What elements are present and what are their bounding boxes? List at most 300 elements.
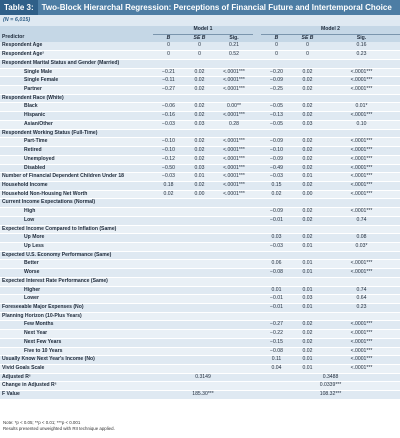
- m1-sig-cell: <.0001***: [215, 147, 253, 156]
- m1-sig-cell: <.0001***: [215, 164, 253, 173]
- spacer-cell: [253, 112, 261, 121]
- table-row: [0, 59, 400, 68]
- m1-b-cell: −0.50: [153, 164, 184, 173]
- spacer-cell: [253, 77, 261, 86]
- m1-summary-value: [153, 382, 253, 391]
- predictor-cell: Asian/Other: [0, 120, 153, 129]
- table-row: [0, 86, 400, 95]
- m2-sig-cell: <.0001***: [323, 112, 400, 121]
- table-row: [0, 251, 400, 260]
- m1-se-cell: [184, 312, 215, 321]
- spacer-cell: [253, 304, 261, 313]
- table-row: [0, 208, 400, 217]
- m2-se-cell: 0.02: [292, 181, 323, 190]
- m1-sig-cell: 0.21: [215, 42, 253, 50]
- model2-header: Model 2: [261, 26, 400, 34]
- m2-sig-cell: <.0001***: [323, 181, 400, 190]
- summary-row: [0, 391, 400, 400]
- m1-sig-cell: [215, 365, 253, 374]
- m1-b-cell: [153, 208, 184, 217]
- table-row: [0, 199, 400, 208]
- m2-b-cell: 0.04: [261, 365, 292, 374]
- predictor-cell: Expected Income Compared to Inflation (Same): [0, 225, 153, 234]
- regression-table: [0, 26, 400, 400]
- m2-sig-cell: [323, 312, 400, 321]
- m1-b-cell: −0.11: [153, 77, 184, 86]
- m1-se-cell: 0.02: [184, 86, 215, 95]
- m2-sig-cell: 0.23: [323, 304, 400, 313]
- m1-se-cell: 0.02: [184, 181, 215, 190]
- m1-b-cell: −0.12: [153, 155, 184, 164]
- m2-b-cell: −0.09: [261, 77, 292, 86]
- m2-sig-header: Sig.: [323, 34, 400, 42]
- m2-sig-cell: <.0001***: [323, 164, 400, 173]
- spacer-cell: [253, 269, 261, 278]
- m2-b-cell: 0.15: [261, 181, 292, 190]
- m1-b-cell: 0: [153, 42, 184, 50]
- m2-b-cell: 0.01: [261, 286, 292, 295]
- m1-b-cell: −0.03: [153, 173, 184, 182]
- m1-summary-value: 185.30***: [153, 391, 253, 400]
- m2-se-cell: 0.02: [292, 338, 323, 347]
- table-row: [0, 295, 400, 304]
- predictor-cell: Current Income Expectations (Normal): [0, 199, 153, 208]
- predictor-cell: Planning Horizon (10-Plus Years): [0, 312, 153, 321]
- predictor-cell: Black: [0, 103, 153, 112]
- m1-se-cell: 0.02: [184, 112, 215, 121]
- table-row: [0, 129, 400, 138]
- predictor-cell: Retired: [0, 147, 153, 156]
- m2-b-cell: [261, 225, 292, 234]
- m1-se-cell: [184, 286, 215, 295]
- m2-b-cell: [261, 129, 292, 138]
- m1-b-cell: 0.02: [153, 190, 184, 199]
- m2-b-cell: −0.20: [261, 68, 292, 77]
- m1-b-cell: −0.03: [153, 120, 184, 129]
- spacer-cell: [253, 356, 261, 365]
- m1-se-cell: 0.03: [184, 164, 215, 173]
- predictor-cell: Expected U.S. Economy Performance (Same): [0, 251, 153, 260]
- table-row: [0, 260, 400, 269]
- summary-label: Adjusted R²: [0, 373, 153, 382]
- m2-b-cell: [261, 277, 292, 286]
- m1-b-cell: [153, 59, 184, 68]
- spacer-cell: [253, 138, 261, 147]
- table-body: [0, 42, 400, 399]
- m1-b-cell: [153, 234, 184, 243]
- m2-se-cell: [292, 129, 323, 138]
- m2-se-cell: 0.02: [292, 347, 323, 356]
- m2-se-cell: 0.02: [292, 155, 323, 164]
- predictor-cell: Respondent Working Status (Full-Time): [0, 129, 153, 138]
- m1-b-cell: 0.18: [153, 181, 184, 190]
- spacer-cell: [253, 373, 261, 382]
- predictor-cell: Hispanic: [0, 112, 153, 121]
- m1-b-cell: [153, 304, 184, 313]
- predictor-cell: Lower: [0, 295, 153, 304]
- spacer-cell: [253, 391, 261, 400]
- spacer-cell: [253, 42, 261, 50]
- m2-sig-cell: <.0001***: [323, 138, 400, 147]
- m2-sig-cell: <.0001***: [323, 330, 400, 339]
- m2-se-cell: 0.02: [292, 234, 323, 243]
- predictor-cell: Part-Time: [0, 138, 153, 147]
- predictor-header: Predictor: [0, 34, 153, 42]
- m1-sig-cell: <.0001***: [215, 77, 253, 86]
- m1-se-cell: [184, 59, 215, 68]
- m2-b-cell: −0.08: [261, 347, 292, 356]
- m1-se-cell: [184, 225, 215, 234]
- table-row: [0, 338, 400, 347]
- m2-b-cell: 0.02: [261, 190, 292, 199]
- summary-label: Change in Adjusted R²: [0, 382, 153, 391]
- table-row: [0, 112, 400, 121]
- m2-se-cell: 0.02: [292, 208, 323, 217]
- table-row: [0, 365, 400, 374]
- table-row: [0, 312, 400, 321]
- m2-b-cell: −0.09: [261, 208, 292, 217]
- m1-se-cell: 0.00: [184, 190, 215, 199]
- m1-sig-cell: <.0001***: [215, 86, 253, 95]
- predictor-cell: Usually Know Next Year's Income (No): [0, 356, 153, 365]
- m1-b-cell: −0.10: [153, 147, 184, 156]
- predictor-cell: Respondent Age: [0, 42, 153, 50]
- m1-sig-cell: [215, 216, 253, 225]
- significance-note: Note: *p < 0.05; **p < 0.01; ***p < 0.001: [3, 420, 81, 425]
- predictor-cell: Vivid Goals Scale: [0, 365, 153, 374]
- table-title: Two-Block Hierarchal Regression: Perceptions of Financial Future and Intertemporal Choice: [41, 3, 392, 12]
- m1-b-cell: [153, 347, 184, 356]
- m1-se-cell: 0.02: [184, 77, 215, 86]
- m1-b-cell: [153, 356, 184, 365]
- m1-sig-cell: <.0001***: [215, 173, 253, 182]
- m2-b-cell: 0.03: [261, 234, 292, 243]
- predictor-cell: Household Income: [0, 181, 153, 190]
- m1-se-cell: 0.02: [184, 68, 215, 77]
- m1-se-cell: 0: [184, 51, 215, 60]
- table-row: [0, 77, 400, 86]
- spacer-cell: [253, 181, 261, 190]
- m2-sig-cell: [323, 277, 400, 286]
- summary-row: [0, 382, 400, 391]
- table-row: [0, 68, 400, 77]
- m1-sig-cell: <.0001***: [215, 190, 253, 199]
- m2-se-cell: [292, 251, 323, 260]
- m2-b-cell: −0.25: [261, 86, 292, 95]
- m2-sig-cell: <.0001***: [323, 260, 400, 269]
- m1-se-cell: [184, 330, 215, 339]
- m2-b-cell: −0.01: [261, 304, 292, 313]
- m2-sig-cell: 0.10: [323, 120, 400, 129]
- m2-b-cell: −0.01: [261, 295, 292, 304]
- m1-b-cell: [153, 286, 184, 295]
- m2-se-cell: 0.01: [292, 269, 323, 278]
- m2-se-cell: 0.01: [292, 365, 323, 374]
- predictor-cell: Single Female: [0, 77, 153, 86]
- spacer-cell: [253, 129, 261, 138]
- m2-b-cell: −0.10: [261, 147, 292, 156]
- m2-sig-cell: [323, 129, 400, 138]
- m1-sig-cell: 0.00**: [215, 103, 253, 112]
- m2-sig-cell: 0.01*: [323, 103, 400, 112]
- m2-sig-cell: 0.16: [323, 42, 400, 50]
- m2-b-cell: −0.03: [261, 173, 292, 182]
- m2-sig-cell: 0.74: [323, 216, 400, 225]
- m2-se-cell: [292, 277, 323, 286]
- m2-se-cell: 0.02: [292, 86, 323, 95]
- m1-b-cell: −0.21: [153, 68, 184, 77]
- m1-sig-cell: [215, 251, 253, 260]
- m1-se-cell: [184, 199, 215, 208]
- m2-b-cell: 0.11: [261, 356, 292, 365]
- m1-se-cell: 0.02: [184, 103, 215, 112]
- predictor-cell: Next Few Years: [0, 338, 153, 347]
- summary-label: F Value: [0, 391, 153, 400]
- m2-se-cell: 0.02: [292, 77, 323, 86]
- m1-b-cell: [153, 129, 184, 138]
- table-row: [0, 94, 400, 103]
- m1-b-cell: −0.06: [153, 103, 184, 112]
- predictor-cell: Single Male: [0, 68, 153, 77]
- spacer-cell: [253, 68, 261, 77]
- spacer-cell: [253, 190, 261, 199]
- m1-sig-cell: [215, 225, 253, 234]
- m2-sig-cell: <.0001***: [323, 338, 400, 347]
- predictor-cell: Partner: [0, 86, 153, 95]
- m2-sig-cell: [323, 225, 400, 234]
- spacer-cell: [253, 103, 261, 112]
- table-row: [0, 347, 400, 356]
- predictor-cell: Up Less: [0, 242, 153, 251]
- m2-summary-value: 108.32***: [261, 391, 400, 400]
- m1-se-cell: [184, 277, 215, 286]
- predictor-cell: Higher: [0, 286, 153, 295]
- predictor-cell: Worse: [0, 269, 153, 278]
- sample-size: (N = 6,015): [0, 15, 400, 26]
- m2-b-cell: −0.13: [261, 112, 292, 121]
- m1-se-cell: [184, 208, 215, 217]
- m1-b-cell: [153, 277, 184, 286]
- m2-sig-cell: <.0001***: [323, 190, 400, 199]
- spacer-cell: [253, 86, 261, 95]
- m2-sig-cell: <.0001***: [323, 365, 400, 374]
- m2-sig-cell: <.0001***: [323, 269, 400, 278]
- m1-b-cell: [153, 330, 184, 339]
- m1-se-cell: 0.02: [184, 155, 215, 164]
- m2-b-cell: [261, 59, 292, 68]
- m1-sig-cell: 0.28: [215, 120, 253, 129]
- m1-se-cell: [184, 338, 215, 347]
- spacer-cell: [253, 155, 261, 164]
- predictor-cell: Unemployed: [0, 155, 153, 164]
- m2-sig-cell: [323, 94, 400, 103]
- m1-b-cell: [153, 199, 184, 208]
- table-row: [0, 190, 400, 199]
- method-note: Results presented unweighted with RII technique applied.: [3, 426, 115, 431]
- column-header-row: [0, 34, 400, 42]
- spacer-cell: [253, 295, 261, 304]
- m1-sig-cell: [215, 94, 253, 103]
- table-row: [0, 321, 400, 330]
- spacer-cell: [253, 208, 261, 217]
- m1-b-cell: [153, 338, 184, 347]
- m2-se-cell: 0.02: [292, 138, 323, 147]
- spacer-cell: [253, 286, 261, 295]
- m2-b-cell: [261, 94, 292, 103]
- table-row: [0, 216, 400, 225]
- m2-se-cell: [292, 94, 323, 103]
- m1-sig-cell: [215, 356, 253, 365]
- table-row: [0, 330, 400, 339]
- m2-sig-cell: 0.74: [323, 286, 400, 295]
- m2-se-cell: 0.02: [292, 68, 323, 77]
- m1-se-cell: 0.03: [184, 120, 215, 129]
- table-row: [0, 181, 400, 190]
- spacer-cell: [253, 147, 261, 156]
- m2-se-cell: 0.01: [292, 173, 323, 182]
- spacer-cell: [253, 173, 261, 182]
- model1-header: Model 1: [153, 26, 253, 34]
- spacer-cell: [253, 94, 261, 103]
- table-row: [0, 356, 400, 365]
- m1-b-cell: [153, 94, 184, 103]
- m2-b-cell: −0.03: [261, 242, 292, 251]
- m2-sig-cell: [323, 59, 400, 68]
- m2-b-cell: −0.05: [261, 103, 292, 112]
- spacer-cell: [253, 234, 261, 243]
- m2-summary-value: 0.3488: [261, 373, 400, 382]
- m2-se-cell: 0.02: [292, 216, 323, 225]
- spacer-cell: [253, 164, 261, 173]
- m2-se-cell: 0.01: [292, 242, 323, 251]
- m2-b-cell: −0.49: [261, 164, 292, 173]
- m2-b-cell: 0: [261, 51, 292, 60]
- m1-b-cell: [153, 321, 184, 330]
- spacer-cell: [253, 242, 261, 251]
- spacer-cell: [253, 51, 261, 60]
- m1-b-cell: [153, 242, 184, 251]
- spacer-cell: [253, 216, 261, 225]
- predictor-cell: Few Months: [0, 321, 153, 330]
- m1-se-cell: [184, 269, 215, 278]
- predictor-cell: Respondent Marital Status and Gender (Married): [0, 59, 153, 68]
- spacer-cell: [253, 321, 261, 330]
- title-bar: [0, 0, 400, 15]
- m1-se-cell: 0.02: [184, 138, 215, 147]
- m1-sig-cell: [215, 312, 253, 321]
- predictor-cell: Foreseeable Major Expenses (No): [0, 304, 153, 313]
- m2-b-cell: −0.09: [261, 138, 292, 147]
- m2-b-header: B: [261, 34, 292, 42]
- m1-sig-cell: [215, 199, 253, 208]
- m2-se-cell: 0.03: [292, 295, 323, 304]
- spacer-cell: [253, 199, 261, 208]
- spacer-cell: [253, 347, 261, 356]
- m1-sig-cell: [215, 129, 253, 138]
- m2-se-cell: 0.03: [292, 120, 323, 129]
- m2-se-cell: 0.01: [292, 356, 323, 365]
- spacer-cell: [253, 277, 261, 286]
- predictor-cell: Household Non-Housing Net Worth: [0, 190, 153, 199]
- m2-se-cell: [292, 59, 323, 68]
- predictor-cell: Up More: [0, 234, 153, 243]
- spacer-cell: [253, 312, 261, 321]
- m1-summary-value: 0.3149: [153, 373, 253, 382]
- m1-se-cell: [184, 234, 215, 243]
- m1-sig-cell: <.0001***: [215, 155, 253, 164]
- predictor-cell: Low: [0, 216, 153, 225]
- m1-sig-cell: [215, 321, 253, 330]
- m2-se-cell: 0.02: [292, 147, 323, 156]
- m1-sig-cell: [215, 269, 253, 278]
- m2-sig-cell: [323, 251, 400, 260]
- m1-sig-header: Sig.: [215, 34, 253, 42]
- m1-b-cell: [153, 295, 184, 304]
- m2-se-cell: 0: [292, 51, 323, 60]
- m2-se-cell: 0.02: [292, 321, 323, 330]
- spacer-cell: [253, 365, 261, 374]
- m2-b-cell: −0.08: [261, 269, 292, 278]
- spacer-cell: [253, 225, 261, 234]
- m1-b-cell: [153, 225, 184, 234]
- m1-se-cell: [184, 347, 215, 356]
- table-row: [0, 286, 400, 295]
- model-header-row: [0, 26, 400, 34]
- m2-b-cell: −0.05: [261, 120, 292, 129]
- m2-sig-cell: <.0001***: [323, 77, 400, 86]
- m2-se-header: SE B: [292, 34, 323, 42]
- m1-sig-cell: [215, 242, 253, 251]
- m1-sig-cell: [215, 330, 253, 339]
- m1-b-cell: [153, 269, 184, 278]
- table-row: [0, 42, 400, 50]
- m1-sig-cell: [215, 295, 253, 304]
- m2-b-cell: [261, 199, 292, 208]
- m1-se-cell: [184, 260, 215, 269]
- m1-b-header: B: [153, 34, 184, 42]
- table-notes: [3, 420, 115, 432]
- m2-b-cell: −0.22: [261, 330, 292, 339]
- m2-b-cell: [261, 312, 292, 321]
- m2-sig-cell: <.0001***: [323, 68, 400, 77]
- predictor-cell: Five to 10 Years: [0, 347, 153, 356]
- m2-sig-cell: 0.03*: [323, 242, 400, 251]
- predictor-cell: Respondent Age²: [0, 51, 153, 60]
- summary-row: [0, 373, 400, 382]
- m2-b-cell: [261, 251, 292, 260]
- m1-se-header: SE B: [184, 34, 215, 42]
- m1-sig-cell: [215, 277, 253, 286]
- m1-se-cell: [184, 365, 215, 374]
- table-row: [0, 277, 400, 286]
- m2-se-cell: 0.02: [292, 164, 323, 173]
- m1-sig-cell: [215, 59, 253, 68]
- m1-b-cell: [153, 260, 184, 269]
- m1-sig-cell: <.0001***: [215, 112, 253, 121]
- m2-b-cell: 0: [261, 42, 292, 50]
- table-row: [0, 147, 400, 156]
- m1-se-cell: [184, 251, 215, 260]
- table-number: Table 3:: [0, 0, 38, 15]
- m1-b-cell: [153, 365, 184, 374]
- m1-se-cell: [184, 295, 215, 304]
- m2-se-cell: 0.00: [292, 190, 323, 199]
- m1-se-cell: 0.02: [184, 147, 215, 156]
- m1-sig-cell: [215, 338, 253, 347]
- m2-summary-value: 0.0339***: [261, 382, 400, 391]
- predictor-cell: Expected Interest Rate Performance (Same): [0, 277, 153, 286]
- spacer-cell: [253, 330, 261, 339]
